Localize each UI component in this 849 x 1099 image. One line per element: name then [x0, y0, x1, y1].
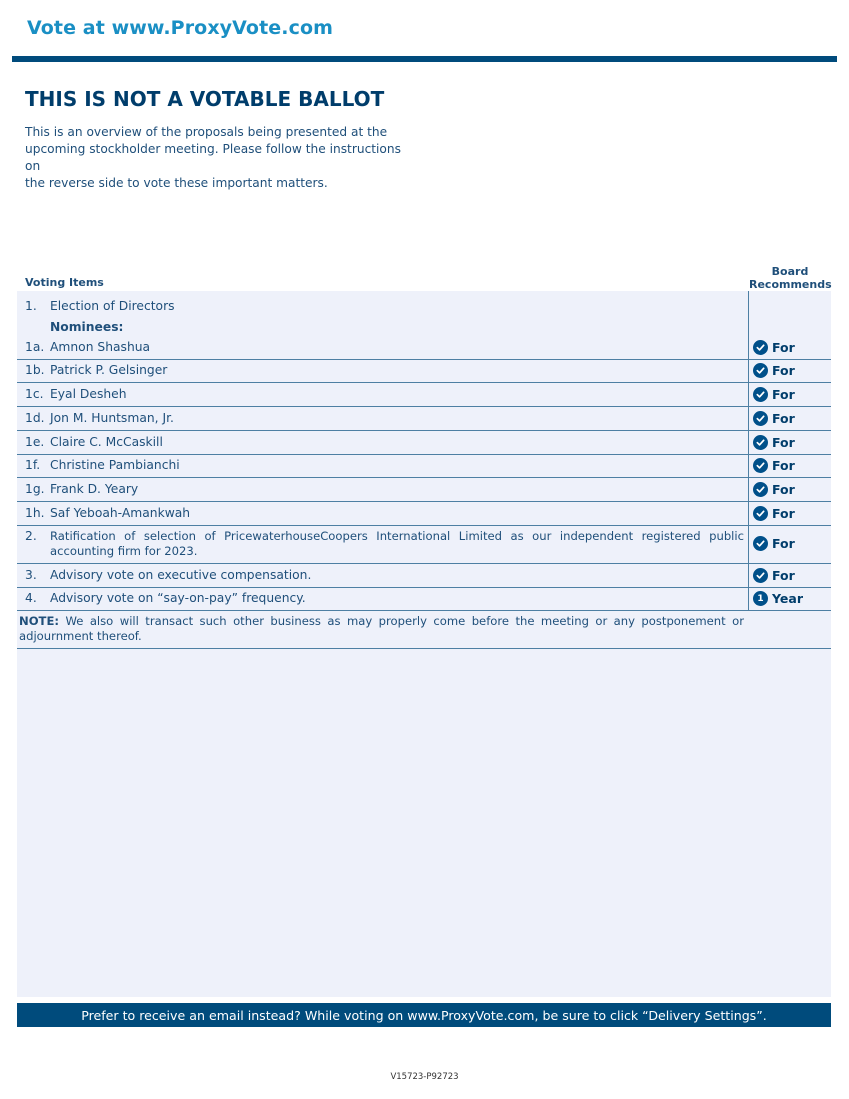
table-row: [17, 383, 831, 407]
number-one-circle-icon: 1: [753, 591, 768, 606]
check-circle-icon: [753, 340, 768, 355]
note-label: NOTE:: [19, 614, 60, 628]
column-divider: [748, 431, 749, 454]
nominee-name: Eyal Desheh: [50, 387, 127, 401]
nominee-name: Frank D. Yeary: [50, 482, 139, 496]
check-circle-icon: [753, 435, 768, 450]
nominee-number: 1f.: [25, 458, 41, 472]
table-row: [17, 502, 831, 526]
table-row: [17, 407, 831, 431]
page-title: THIS IS NOT A VOTABLE BALLOT: [25, 87, 385, 111]
nominee-name: Saf Yeboah-Amankwah: [50, 506, 191, 520]
item-label-line: Ratification of selection of PricewaterhouseCoopers International Limited as our independent registered public: [50, 529, 744, 543]
board-recommendation: [753, 591, 803, 606]
nominee-number: 1d.: [25, 411, 45, 425]
item-label: Advisory vote on “say-on-pay” frequency.: [50, 591, 306, 605]
check-circle-icon: [753, 568, 768, 583]
nominee-name: Claire C. McCaskill: [50, 435, 163, 449]
board-recommendation: [753, 568, 795, 583]
nominee-number: 1b.: [25, 363, 45, 377]
note-line-text: We also will transact such other business as may properly come before the meeting or any postponement or: [65, 614, 744, 628]
board-recommendation: [753, 363, 795, 378]
nominee-number: 1c.: [25, 387, 44, 401]
check-circle-icon: [753, 482, 768, 497]
recommendation-text: For: [772, 435, 795, 450]
board-recommendation: [753, 340, 795, 355]
table-row: [17, 359, 831, 383]
column-divider: [748, 359, 749, 382]
item-number: 4.: [25, 591, 37, 605]
document-code: V15723-P92723: [390, 1072, 459, 1082]
check-circle-icon: [753, 411, 768, 426]
table-row: [17, 588, 831, 611]
item-number: 1.: [25, 299, 37, 313]
nominee-number: 1e.: [25, 435, 45, 449]
item-number: 2.: [25, 529, 37, 543]
item-label-line: accounting firm for 2023.: [50, 544, 198, 558]
board-recommendation: [753, 387, 795, 402]
nominee-name: Jon M. Huntsman, Jr.: [50, 411, 174, 425]
table-row: [17, 291, 831, 360]
recommendation-text: For: [772, 387, 795, 402]
item-number: 3.: [25, 568, 37, 582]
board-recommendation: [753, 458, 795, 473]
check-circle-icon: [753, 506, 768, 521]
check-circle-icon: [753, 363, 768, 378]
board-recommends-header: [749, 265, 831, 291]
intro-line: the reverse side to vote these important matters.: [25, 176, 328, 190]
note-line: adjournment thereof.: [19, 629, 142, 643]
column-divider: [748, 478, 749, 501]
recommendation-text: For: [772, 506, 795, 521]
board-recommendation: [753, 435, 795, 450]
intro-text: [25, 124, 420, 192]
intro-line: This is an overview of the proposals being presented at the: [25, 125, 388, 139]
recommendation-text: For: [772, 340, 795, 355]
intro-line: upcoming stockholder meeting. Please follow the instructions on: [25, 142, 401, 173]
board-recommendation: [753, 411, 795, 426]
recommendation-text: For: [772, 363, 795, 378]
column-divider: [748, 564, 749, 587]
recommendation-text: For: [772, 458, 795, 473]
board-recommendation: [753, 536, 795, 551]
check-circle-icon: [753, 387, 768, 402]
nominee-name: Patrick P. Gelsinger: [50, 363, 168, 377]
email-delivery-banner: Prefer to receive an email instead? While voting on www.ProxyVote.com, be sure to click “Delivery Settings”.: [17, 1003, 831, 1027]
item-label: Election of Directors: [50, 299, 175, 313]
recommendation-text: For: [772, 536, 795, 551]
board-recommendation: [753, 506, 795, 521]
proxyvote-link[interactable]: Vote at www.ProxyVote.com: [27, 17, 333, 39]
table-row: [17, 478, 831, 502]
column-divider: [748, 502, 749, 525]
nominee-name: Amnon Shashua: [50, 340, 151, 354]
table-row: [17, 526, 831, 564]
column-divider: [748, 526, 749, 563]
nominees-label: Nominees:: [50, 320, 124, 334]
column-divider: [748, 383, 749, 406]
table-row: [17, 564, 831, 588]
column-divider: [748, 407, 749, 430]
recommendation-text: For: [772, 482, 795, 497]
column-divider: [748, 588, 749, 610]
note-line: [19, 614, 744, 629]
item-label: [50, 529, 744, 559]
header-rule: [12, 56, 837, 62]
item-label: Advisory vote on executive compensation.: [50, 568, 312, 582]
note-row: [17, 611, 831, 649]
column-divider: [748, 291, 749, 359]
recommendation-text: For: [772, 411, 795, 426]
voting-items-header: Voting Items: [25, 276, 104, 289]
note-text: [19, 614, 744, 644]
nominee-name: Christine Pambianchi: [50, 458, 180, 472]
table-row: [17, 431, 831, 455]
board-header-line: Board: [771, 265, 809, 278]
table-row: [17, 454, 831, 478]
column-divider: [748, 454, 749, 477]
nominee-number: 1h.: [25, 506, 45, 520]
nominee-number: 1g.: [25, 482, 45, 496]
board-recommendation: [753, 482, 795, 497]
check-circle-icon: [753, 536, 768, 551]
recommendation-text: Year: [772, 591, 803, 606]
nominee-number: 1a.: [25, 340, 45, 354]
board-header-line: Recommends: [749, 278, 832, 291]
recommendation-text: For: [772, 568, 795, 583]
check-circle-icon: [753, 458, 768, 473]
